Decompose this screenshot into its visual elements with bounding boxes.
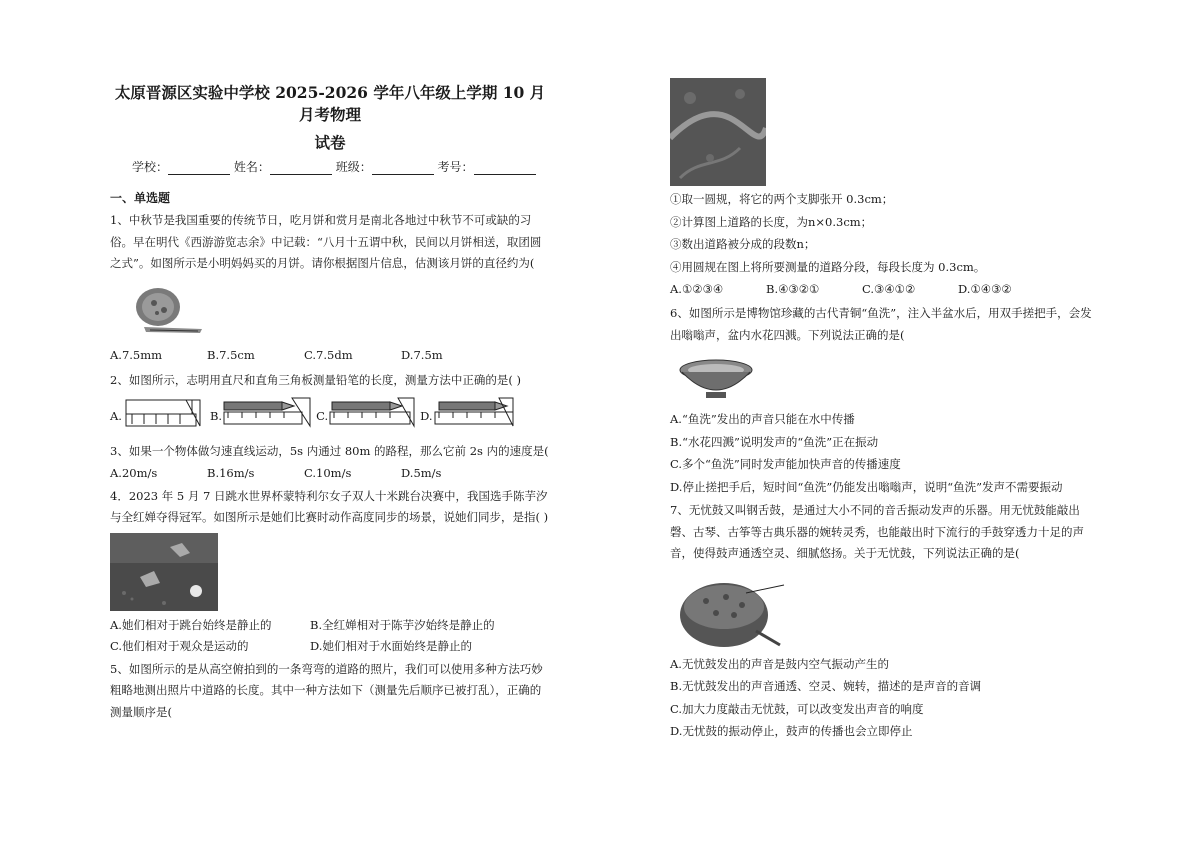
q2-label-b[interactable]: B. xyxy=(209,409,223,423)
q3-option-c[interactable]: C.10m/s xyxy=(304,465,352,480)
school-blank[interactable] xyxy=(168,162,230,175)
question-3-text: 3、如果一个物体做匀速直线运动，5s 内通过 80m 的路程，那么它前 2s 内的速度是( xyxy=(110,444,549,458)
question-3-options xyxy=(110,463,550,484)
q6-option-c[interactable]: C.多个“鱼洗”同时发声能加快声音的传播速度 xyxy=(670,457,901,471)
number-label: 考号： xyxy=(437,160,474,174)
q4-option-c[interactable]: C.他们相对于观众是运动的 xyxy=(110,638,249,653)
student-info-row xyxy=(110,158,550,175)
q5-option-a[interactable]: A.①②③④ xyxy=(670,282,724,296)
q3-option-a[interactable]: A.20m/s xyxy=(110,465,158,480)
tongue-drum-image xyxy=(676,571,796,651)
q1-option-a[interactable]: A.7.5mm xyxy=(110,347,163,362)
ruler-figure-d xyxy=(433,396,519,436)
q5-option-d[interactable]: D.①④③② xyxy=(958,282,1012,296)
q7-option-c[interactable]: C.加大力度敲击无忧鼓，可以改变发出声音的响度 xyxy=(670,701,924,716)
question-6-text: 6、如图所示是博物馆珍藏的古代青铜“鱼洗”，注入半盆水后，用双手搓把手，会发出嗡嗡声，盆内水花四溅。下列说法正确的是( xyxy=(670,306,1092,342)
exam-title-line2: 试卷 xyxy=(314,133,346,152)
name-label: 姓名： xyxy=(233,160,270,174)
q5-step-4: ④用圆规在图上将所要测量的道路分段，每段长度为 0.3cm。 xyxy=(670,259,986,274)
question-4-options-row2 xyxy=(110,636,550,657)
q6-option-a[interactable]: A.“鱼洗”发出的声音只能在水中传播 xyxy=(670,412,855,426)
q5-option-b[interactable]: B.④③②① xyxy=(766,282,820,296)
school-label: 学校： xyxy=(132,160,169,174)
section-heading: 一、单选题 xyxy=(110,191,171,205)
ruler-figure-b xyxy=(222,396,316,436)
ruler-figure-c xyxy=(328,396,420,436)
class-blank[interactable] xyxy=(372,162,434,175)
bronze-basin-image xyxy=(676,352,756,404)
question-7-text: 7、无忧鼓又叫钢舌鼓，是通过大小不同的音舌振动发声的乐器。用无忧鼓能敲出磬、古琴、古筝等古典乐器的婉转灵秀，也能敲出时下流行的手鼓穿透力十足的声音，使得鼓声通透空灵、细腻悠扬。关于无忧鼓，下列说法正确的是( xyxy=(670,503,1084,560)
q1-option-b[interactable]: B.7.5cm xyxy=(207,347,255,362)
question-1-text: 1、中秋节是我国重要的传统节日，吃月饼和赏月是南北各地过中秋节不可或缺的习俗。早在明代《西游游览志余》中记载：“八月十五谓中秋，民间以月饼相送，取团圆之式”。如图所示是小明妈妈买的月饼。请你根据图片信息，估测该月饼的直径约为( xyxy=(110,213,542,270)
q2-label-c[interactable]: C. xyxy=(316,409,329,423)
question-5-options xyxy=(670,279,1100,300)
q6-option-b[interactable]: B.“水花四溅”说明发声的“鱼洗”正在振动 xyxy=(670,434,879,449)
q7-option-a[interactable]: A.无忧鼓发出的声音是鼓内空气振动产生的 xyxy=(670,656,889,671)
road-aerial-photo xyxy=(670,78,766,186)
q7-option-d[interactable]: D.无忧鼓的振动停止，鼓声的传播也会立即停止 xyxy=(670,724,913,738)
exam-title: 太原晋源区实验中学校 2025-2026 学年八年级上学期 10 月月考物理 xyxy=(114,83,546,124)
question-4-options-row1 xyxy=(110,615,550,636)
name-blank[interactable] xyxy=(270,162,332,175)
question-2-text: 2、如图所示，志明用直尺和直角三角板测量铅笔的长度，测量方法中正确的是( ) xyxy=(110,372,521,387)
left-column xyxy=(110,78,550,723)
right-column xyxy=(670,78,1100,743)
question-5-steps xyxy=(670,188,1100,278)
diving-photo xyxy=(110,533,218,611)
q5-step-3: ③数出道路被分成的段数n； xyxy=(670,237,816,251)
q2-label-a[interactable]: A. xyxy=(110,409,122,423)
question-5-text: 5、如图所示的是从高空俯拍到的一条弯弯的道路的照片，我们可以使用多种方法巧妙粗略地测出照片中道路的长度。其中一种方法如下（测量先后顺序已被打乱），正确的测量顺序是( xyxy=(110,661,543,719)
q3-option-d[interactable]: D.5m/s xyxy=(401,465,442,480)
q5-step-1: ①取一圆规，将它的两个支脚张开 0.3cm； xyxy=(670,192,894,206)
ruler-figure-a xyxy=(122,396,204,436)
q6-option-d[interactable]: D.停止搓把手后，短时间“鱼洗”仍能发出嗡嗡声，说明“鱼洗”发声不需要振动 xyxy=(670,479,1063,494)
q3-option-b[interactable]: B.16m/s xyxy=(207,465,255,480)
q5-option-c[interactable]: C.③④①② xyxy=(862,282,916,296)
q4-option-b[interactable]: B.全红婵相对于陈芋汐始终是静止的 xyxy=(310,617,495,632)
q5-step-2: ②计算图上道路的长度，为n×0.3cm； xyxy=(670,214,873,229)
q7-option-b[interactable]: B.无忧鼓发出的声音通透、空灵、婉转，描述的是声音的音调 xyxy=(670,679,982,693)
mooncake-image xyxy=(124,283,214,341)
q2-label-d[interactable]: D. xyxy=(420,409,433,423)
q4-option-a[interactable]: A.她们相对于跳台始终是静止的 xyxy=(110,617,272,632)
question-1-options xyxy=(110,345,550,366)
q1-option-c[interactable]: C.7.5dm xyxy=(304,347,353,362)
question-4-text: 4．2023 年 5 月 7 日跳水世界杯蒙特利尔女子双人十米跳台决赛中，我国选手陈芋汐与全红婵夺得冠军。如图所示是她们比赛时动作高度同步的场景，说她们同步，是指( ) xyxy=(110,488,549,524)
q1-option-d[interactable]: D.7.5m xyxy=(401,347,443,362)
number-blank[interactable] xyxy=(474,162,536,175)
q4-option-d[interactable]: D.她们相对于水面始终是静止的 xyxy=(310,638,472,653)
question-2-figures xyxy=(110,395,550,437)
class-label: 班级： xyxy=(335,160,372,174)
